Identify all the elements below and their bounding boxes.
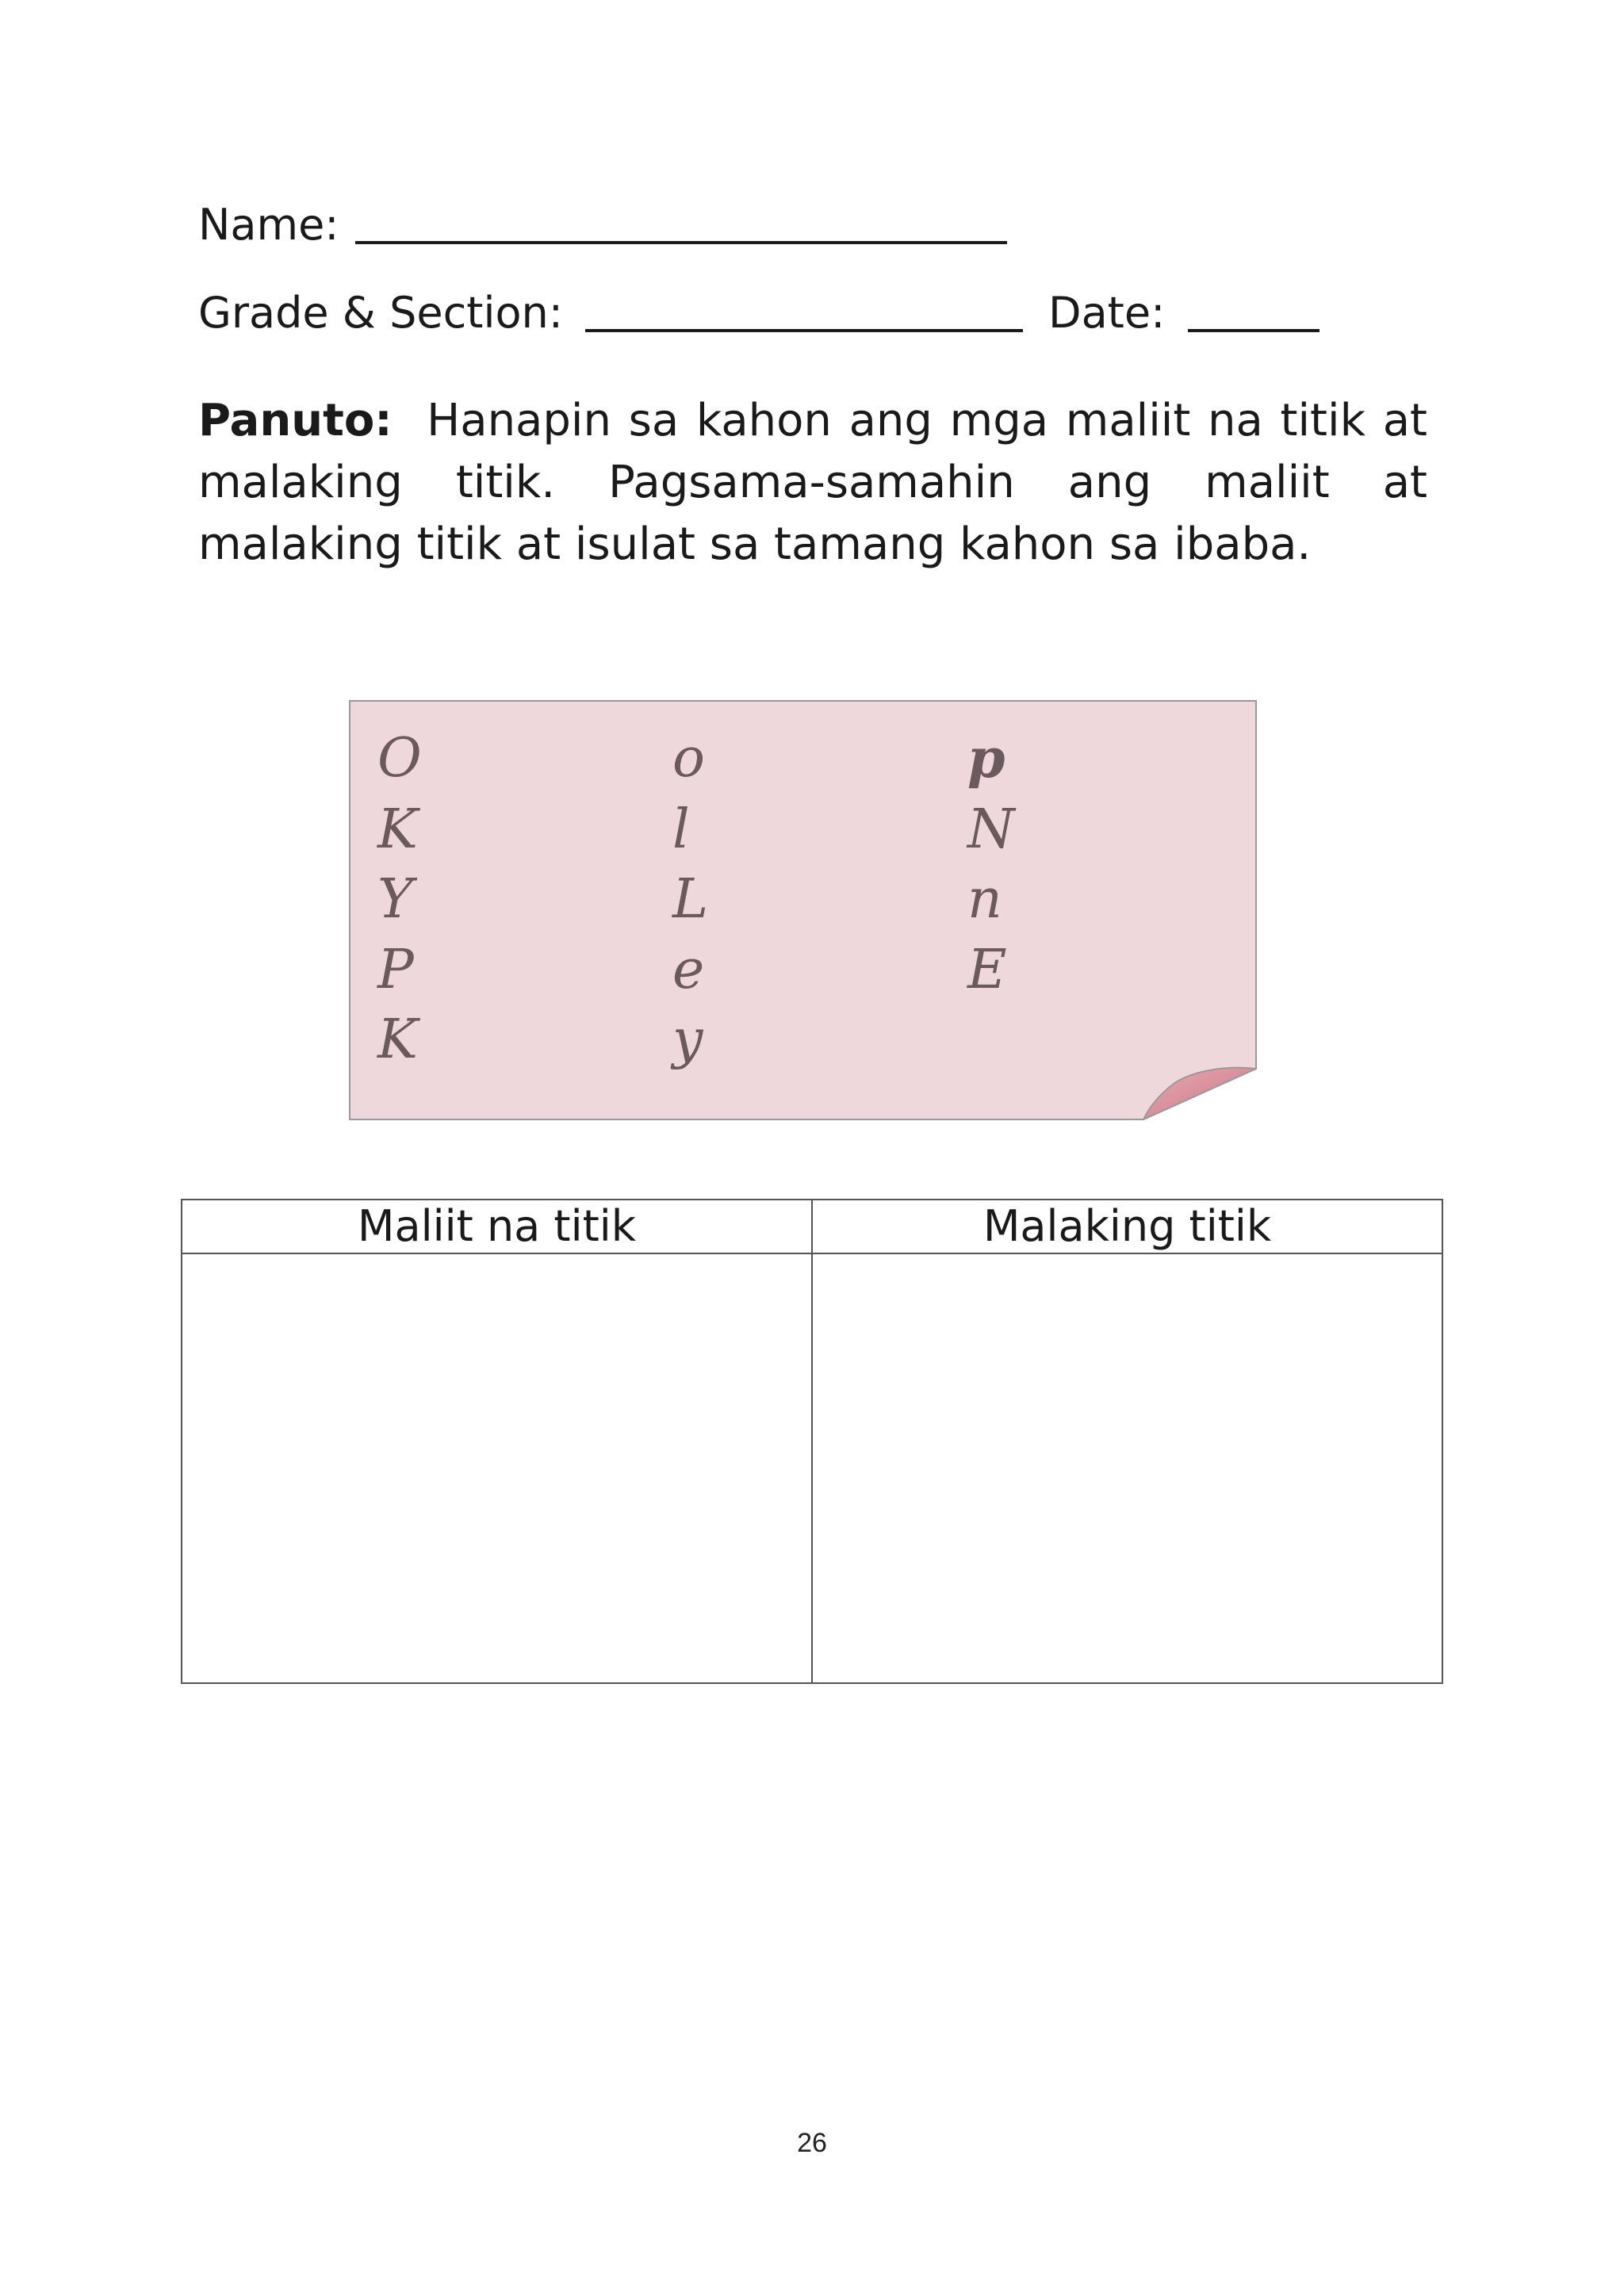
date-label: Date: (1048, 288, 1166, 338)
name-label: Name: (198, 200, 339, 250)
letter-col1-2: K (377, 798, 418, 861)
grade-section-blank[interactable] (585, 329, 1023, 332)
maliit-na-titik-answer-cell[interactable] (182, 1253, 812, 1683)
letter-col3-2: N (967, 798, 1015, 861)
letter-col2-3: L (672, 868, 709, 931)
letter-col1-3: Y (377, 868, 413, 931)
letter-col1-4: P (377, 939, 414, 1001)
letter-box (349, 700, 1257, 1120)
letter-col2-4: e (672, 939, 705, 1001)
letter-col2-5: y (672, 1008, 703, 1071)
letter-col1-5: K (377, 1008, 418, 1071)
instructions-text: Hanapin sa kahon ang mga maliit na titik at malaking titik. Pagsama-samahin ang maliit at malaking titik at isulat sa tamang kahon sa ibaba. (198, 395, 1427, 570)
letter-col2-2: l (672, 798, 690, 861)
header-malaking-titik: Malaking titik (812, 1200, 1442, 1253)
answer-table-row (182, 1253, 1442, 1683)
page-number: 26 (797, 2128, 827, 2158)
header-maliit-na-titik: Maliit na titik (182, 1200, 812, 1253)
letter-col3-3: n (967, 868, 1002, 931)
grade-section-label: Grade & Section: (198, 288, 563, 338)
letter-col2-1: o (672, 727, 705, 790)
sticky-note-paper (350, 701, 1256, 1119)
letter-col3-1: p (967, 727, 1005, 790)
letter-col3-4: E (967, 939, 1007, 1001)
malaking-titik-answer-cell[interactable] (812, 1253, 1442, 1683)
instructions (198, 390, 1427, 576)
date-blank[interactable] (1188, 329, 1320, 332)
sticky-note-background (349, 700, 1257, 1120)
name-blank[interactable] (355, 241, 1007, 244)
answer-table (181, 1199, 1443, 1684)
instructions-label: Panuto: (198, 395, 393, 446)
letter-col1-1: O (377, 727, 422, 790)
answer-table-header-row (182, 1200, 1442, 1253)
